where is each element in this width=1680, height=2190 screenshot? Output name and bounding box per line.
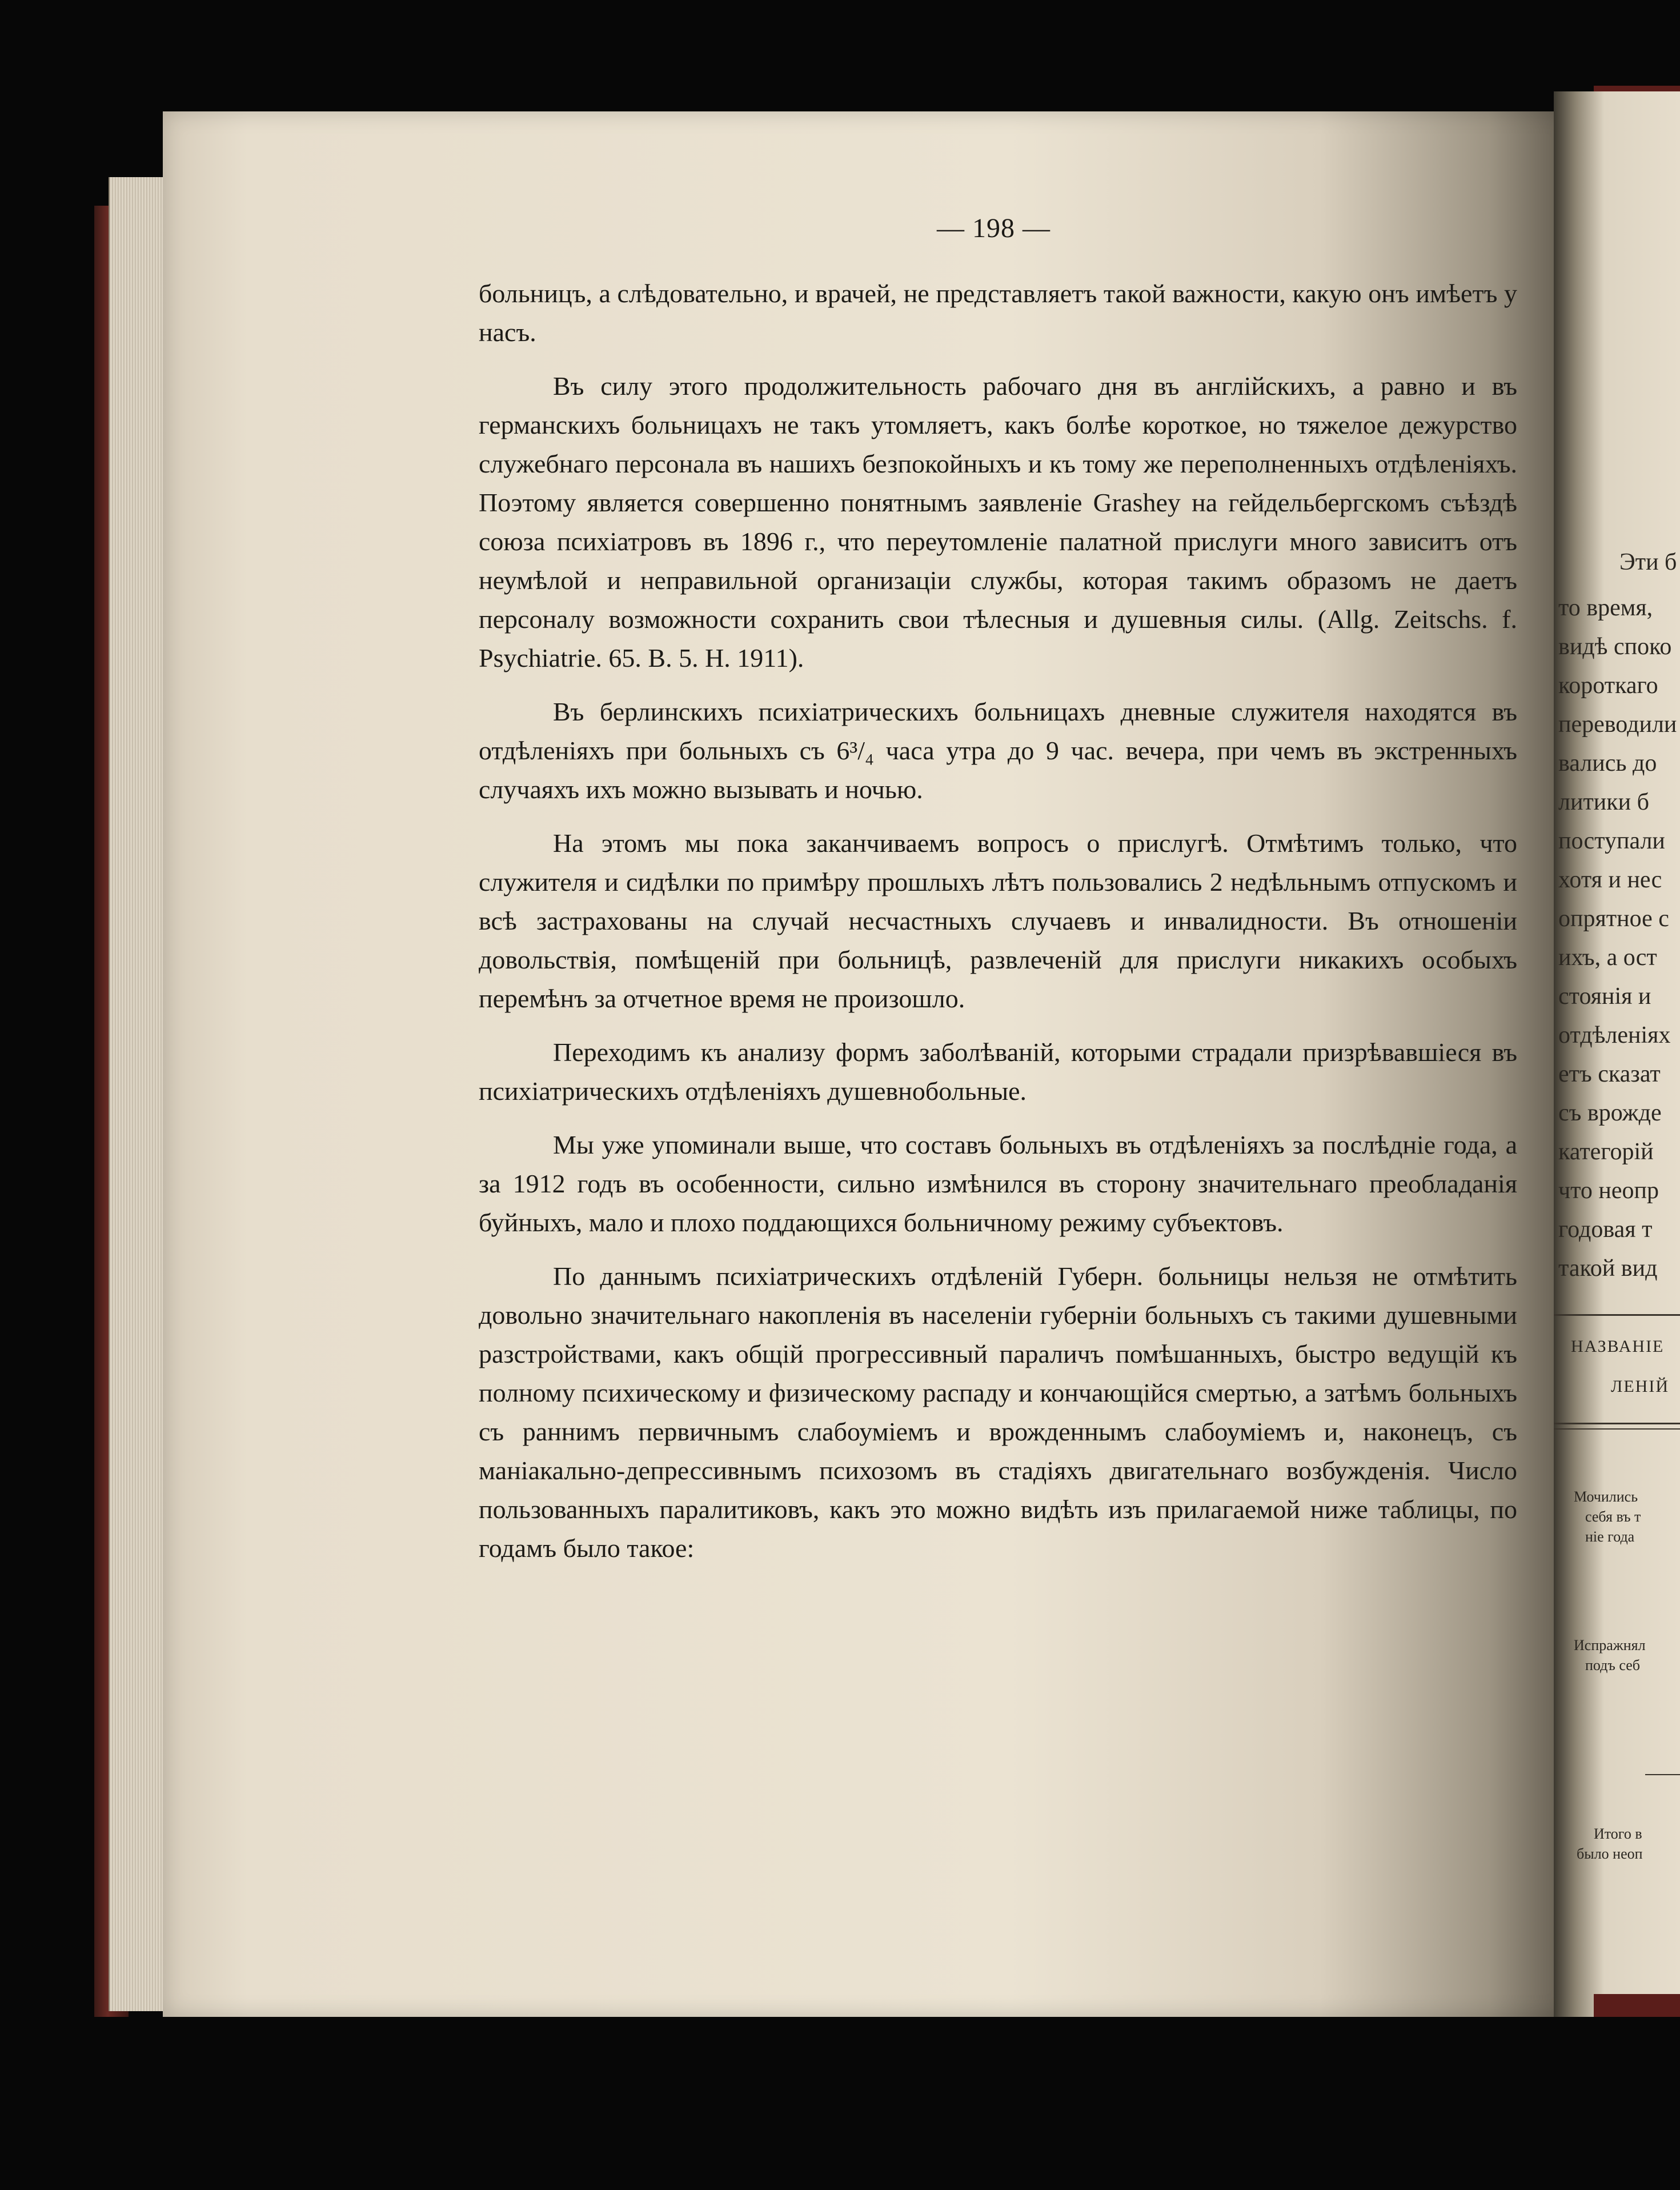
right-line: етъ сказат	[1558, 1061, 1661, 1087]
right-line: ихъ, а ост	[1558, 944, 1657, 971]
right-line: съ врожде	[1558, 1100, 1662, 1126]
table-row-label: Испражнял	[1574, 1637, 1646, 1653]
right-line: стоянія и	[1558, 983, 1651, 1010]
table-rule-sum	[1645, 1774, 1680, 1775]
table-rule-header	[1554, 1423, 1680, 1424]
right-line: отдѣленіях	[1558, 1022, 1671, 1048]
table-rule-top	[1554, 1314, 1680, 1316]
right-line: категорій	[1558, 1139, 1654, 1165]
table-row-label: было неоп	[1577, 1845, 1643, 1862]
right-line: хотя и нес	[1558, 867, 1662, 893]
right-line: Эти б	[1619, 549, 1677, 575]
right-line: литики б	[1558, 789, 1650, 815]
table-header-line: НАЗВАНІЕ	[1571, 1337, 1665, 1356]
right-line: то время,	[1558, 595, 1653, 621]
table-header-line: ЛЕНІЙ	[1611, 1377, 1669, 1396]
right-line: годовая т	[1558, 1216, 1653, 1243]
right-line: поступали	[1558, 828, 1665, 854]
right-line: вались до	[1558, 750, 1657, 776]
page-number: — 198 —	[937, 213, 1050, 243]
paragraph: По даннымъ психіатрическихъ отдѣленій Губерн. больницы нельзя не отмѣтить довольно значительнаго накопленія въ населеніи губерніи больныхъ съ такими душевными разстройствами, какъ общій прогрессивный параличъ помѣшанныхъ, быстро ведущій къ полному психическому и физическому распаду и кончающійся смертью, а затѣмъ больныхъ съ раннимъ первичнымъ слабоуміемъ и врожденнымъ слабоуміемъ и, наконецъ, съ маніакально-депрессивнымъ психозомъ въ стадіяхъ двигательнаго возбужденія. Число пользованныхъ паралитиковъ, какъ это можно видѣть изъ прилагаемой ниже таблицы, по годамъ было такое:	[479, 1262, 1517, 1563]
right-line: видѣ споко	[1558, 634, 1672, 660]
right-line: короткаго	[1558, 672, 1658, 699]
table-row-label: себя въ т	[1585, 1508, 1641, 1525]
right-line: переводили	[1558, 711, 1677, 738]
paragraph: Въ силу этого продолжительность рабочаго дня въ англійскихъ, а равно и въ германскихъ больницахъ не такъ утомляетъ, какъ болѣе короткое, но тяжелое дежурство служебнаго персонала въ нашихъ безпокойныхъ и къ тому же переполненныхъ отдѣленіяхъ. Поэтому является совершенно понятнымъ заявленіе Grashey на гейдельбергскомъ съѣздѣ союза психіатровъ въ 1896 г., что переутомленіе палатной прислуги много зависитъ отъ неумѣлой и неправильной организаціи службы, которая такимъ образомъ не даетъ персоналу возможности сохранить свои тѣлесныя и душевныя силы. (Allg. Zeitschs. f. Psychiatrie. 65. B. 5. H. 1911).	[479, 371, 1517, 672]
table-rule-header-double	[1554, 1428, 1680, 1430]
page-body	[479, 274, 1517, 1568]
paragraph: Въ берлинскихъ психіатрическихъ больницахъ дневные служителя находятся въ отдѣленіяхъ при больныхъ съ 6³/₄ часа утра до 9 час. вечера, при чемъ въ экстренныхъ случаяхъ ихъ можно вызывать и ночью.	[479, 697, 1517, 804]
right-page	[1554, 91, 1680, 2017]
table-row-label: Итого в	[1594, 1825, 1642, 1842]
right-cover-bottom	[1594, 1994, 1680, 2017]
paragraph: Переходимъ къ анализу формъ заболѣваній, которыми страдали призрѣвавшіеся въ психіатрическихъ отдѣленіяхъ душевнобольные.	[479, 1038, 1517, 1106]
table-row-label: ніе года	[1585, 1528, 1635, 1545]
right-line: такой вид	[1558, 1255, 1658, 1282]
paragraph: больницъ, а слѣдовательно, и врачей, не представляетъ такой важности, какую онъ имѣетъ у насъ.	[479, 279, 1517, 347]
table-row-label: Мочились	[1574, 1488, 1638, 1505]
paragraph: На этомъ мы пока заканчиваемъ вопросъ о прислугѣ. Отмѣтимъ только, что служителя и сидѣлки по примѣру прошлыхъ лѣтъ пользовались 2 недѣльнымъ отпускомъ и всѣ застрахованы на случай несчастныхъ случаевъ и инвалидности. Въ отношеніи довольствія, помѣщеній при больницѣ, развлеченій для прислуги никакихъ особыхъ перемѣнъ за отчетное время не произошло.	[479, 828, 1517, 1013]
table-row-label: подъ себ	[1585, 1657, 1640, 1673]
right-line: опрятное с	[1558, 906, 1669, 932]
right-line: что неопр	[1558, 1178, 1659, 1204]
paragraph: Мы уже упоминали выше, что составъ больныхъ въ отдѣленіяхъ за послѣдніе года, а за 1912 годъ въ особенности, сильно измѣнился въ сторону значительнаго преобладанія буйныхъ, мало и плохо поддающихся больничному режиму субъектовъ.	[479, 1130, 1517, 1237]
page-stack-edge	[109, 177, 164, 2011]
